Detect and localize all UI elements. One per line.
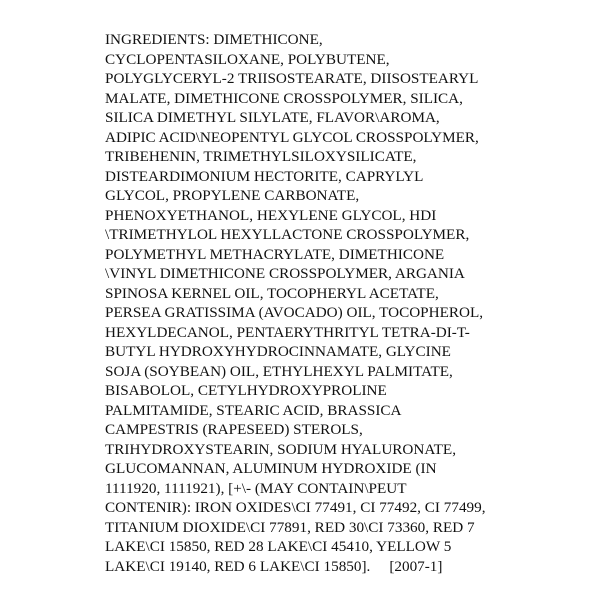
- ingredients-line: ADIPIC ACID\NEOPENTYL GLYCOL CROSSPOLYMER,: [105, 128, 479, 146]
- ingredients-line: \VINYL DIMETHICONE CROSSPOLYMER, ARGANIA: [105, 265, 465, 282]
- ingredients-line: PALMITAMIDE, STEARIC ACID, BRASSICA: [105, 401, 402, 419]
- ingredients-line: INGREDIENTS: DIMETHICONE,: [105, 31, 323, 48]
- ingredients-line: TRIBEHENIN, TRIMETHYLSILOXYSILICATE,: [105, 148, 417, 165]
- ingredients-line: GLYCOL, PROPYLENE CARBONATE,: [105, 187, 360, 204]
- ingredients-line: \TRIMETHYLOL HEXYLLACTONE CROSSPOLYMER,: [105, 226, 470, 243]
- ingredients-line: PERSEA GRATISSIMA (AVOCADO) OIL, TOCOPHEROL,: [105, 304, 484, 321]
- ingredients-line: TITANIUM DIOXIDE\CI 77891, RED 30\CI 73360, RED 7: [105, 518, 475, 536]
- ingredients-line: GLUCOMANNAN, ALUMINUM HYDROXIDE (IN: [105, 460, 437, 477]
- ingredients-line: LAKE\CI 19140, RED 6 LAKE\CI 15850]. [2007-1]: [105, 557, 443, 575]
- ingredients-line: CONTENIR): IRON OXIDES\CI 77491, CI 77492, CI 77499,: [105, 499, 486, 516]
- ingredients-line: BISABOLOL, CETYLHYDROXYPROLINE: [105, 382, 387, 399]
- ingredients-line: DISTEARDIMONIUM HECTORITE, CAPRYLYL: [105, 167, 424, 185]
- ingredients-line: HEXYLDECANOL, PENTAERYTHRITYL TETRA-DI-T-: [105, 323, 470, 341]
- ingredients-line: CAMPESTRIS (RAPESEED) STEROLS,: [105, 421, 363, 438]
- ingredients-line: BUTYL HYDROXYHYDROCINNAMATE, GLYCINE: [105, 343, 451, 360]
- ingredients-line: LAKE\CI 15850, RED 28 LAKE\CI 45410, YELLOW 5: [105, 538, 452, 555]
- ingredients-line: TRIHYDROXYSTEARIN, SODIUM HYALURONATE,: [105, 440, 456, 458]
- ingredients-text-block: [105, 30, 575, 576]
- ingredients-line: 1111920, 1111921), [+\- (MAY CONTAIN\PEUT: [105, 479, 407, 497]
- ingredients-line: SPINOSA KERNEL OIL, TOCOPHERYL ACETATE,: [105, 284, 439, 302]
- ingredients-line: SOJA (SOYBEAN) OIL, ETHYLHEXYL PALMITATE,: [105, 362, 453, 380]
- ingredients-line: PHENOXYETHANOL, HEXYLENE GLYCOL, HDI: [105, 206, 437, 224]
- ingredients-line: POLYGLYCERYL-2 TRIISOSTEARATE, DIISOSTEARYL: [105, 70, 479, 87]
- ingredients-line: POLYMETHYL METHACRYLATE, DIMETHICONE: [105, 245, 445, 263]
- ingredients-line: SILICA DIMETHYL SILYLATE, FLAVOR\AROMA,: [105, 109, 440, 126]
- ingredients-line: MALATE, DIMETHICONE CROSSPOLYMER, SILICA,: [105, 89, 463, 107]
- ingredients-line: CYCLOPENTASILOXANE, POLYBUTENE,: [105, 50, 390, 68]
